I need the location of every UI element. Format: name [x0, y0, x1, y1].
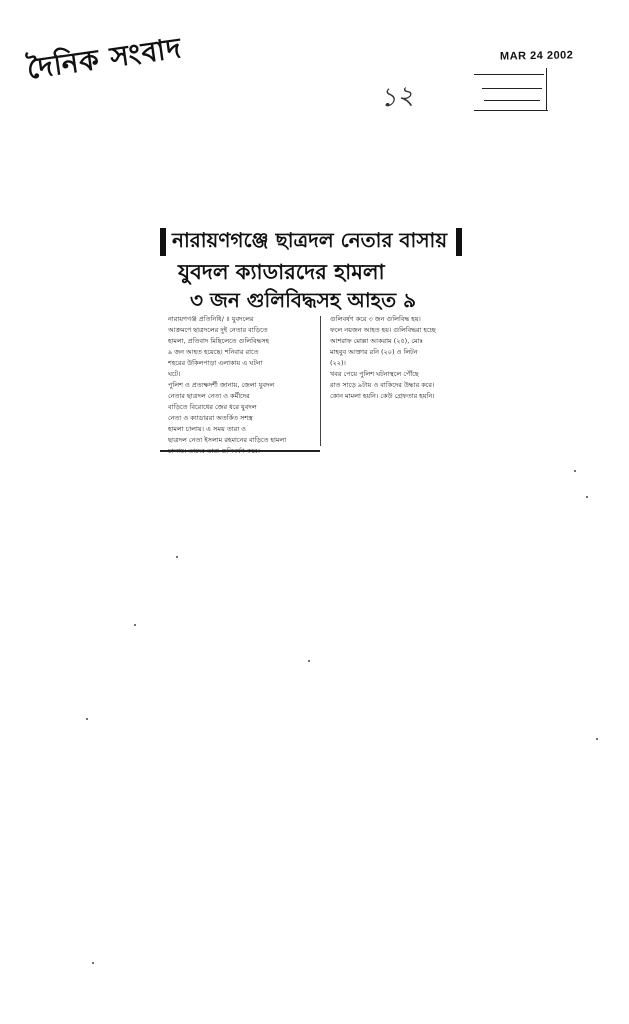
- body-line: পুলিশ ও প্রত্যক্ষদর্শী জানায়, জেলা যুবদল: [168, 381, 275, 389]
- masthead-title: দৈনিক সংবাদ: [24, 31, 184, 86]
- scan-speck: [92, 962, 94, 964]
- body-line: (২২)।: [330, 359, 346, 367]
- body-line: ছাত্রদল নেতা ইসলাম রহমানের বাড়িতে হামলা: [168, 436, 287, 444]
- right-bracket-mark: [456, 228, 462, 256]
- scan-speck: [308, 660, 310, 662]
- archive-stamp-box: [474, 66, 548, 112]
- body-line: খবর পেয়ে পুলিশ ঘটনাস্থলে পৌঁছে: [330, 370, 419, 378]
- body-line: ঘটে।: [168, 370, 181, 378]
- headline-line-1: নারায়ণগঞ্জে ছাত্রদল নেতার বাসায়: [172, 228, 448, 252]
- body-line: গুলিবর্ষণ করে ৩ জন গুলিবিদ্ধ হয়।: [330, 315, 421, 323]
- body-line: কোন মামলা হয়নি। কেউ গ্রেফতার হয়নি।: [330, 392, 435, 400]
- left-bracket-mark: [160, 228, 166, 256]
- scan-speck: [586, 496, 588, 498]
- body-line: নেতা ও ক্যাডাররা অতর্কিত সশস্ত্র: [168, 414, 253, 422]
- scan-speck: [596, 738, 598, 740]
- scan-speck: [574, 470, 576, 472]
- body-line: নেতার ছাত্রদল নেতা ও কর্মীদের: [168, 392, 250, 400]
- headline-line-2: যুবদল ক্যাডারদের হামলা: [178, 260, 385, 284]
- body-line: শহরের উকিলপাড়া এলাকায় এ ঘটনা: [168, 359, 263, 367]
- handwritten-note: ১২: [378, 80, 416, 114]
- scan-speck: [134, 624, 136, 626]
- date-stamp: MAR 24 2002: [499, 49, 574, 63]
- news-clipping: [160, 222, 464, 458]
- clipping-bottom-rule: [160, 450, 320, 452]
- body-line: রাত সাড়ে ৯টায় ও বাকিদের উদ্ধার করে।: [330, 381, 435, 389]
- article-headline: [160, 222, 464, 316]
- body-line: আশরাফ মোল্লা আকরাম (২৫), মোঃ: [330, 337, 423, 345]
- scan-speck: [176, 556, 178, 558]
- headline-line-3: ৩ জন গুলিবিদ্ধসহ আহত ৯: [190, 288, 417, 312]
- body-line: হামলা চালায়। এ সময় তারা ও: [168, 425, 246, 433]
- body-line: বাড়িতে বিরোধের জের ধরে যুবদল: [168, 403, 257, 411]
- body-line: নারায়ণগঞ্জ প্রতিনিধি/ ॥ যুবদলের: [168, 315, 254, 323]
- newspaper-masthead: [24, 31, 184, 96]
- body-line: ৯ জন আহত হয়েছে। শনিবার রাতে: [168, 348, 259, 356]
- body-line: আক্রমণে ছাত্রদলের দুই নেতার বাড়িতে: [168, 326, 268, 334]
- body-line: হামলা, প্রতিবাদ মিছিলেতে গুলিবিদ্ধসহ: [168, 337, 270, 345]
- article-column-1: [168, 314, 314, 457]
- column-divider: [320, 316, 321, 446]
- body-line: মাহবুব আক্তার রনি (২০) ও লিটন: [330, 348, 418, 356]
- body-line: ফলে নয়জন আহত হয়। গুলিবিদ্ধরা হচ্ছে: [330, 326, 436, 334]
- article-column-2: [330, 314, 462, 402]
- scan-speck: [86, 718, 88, 720]
